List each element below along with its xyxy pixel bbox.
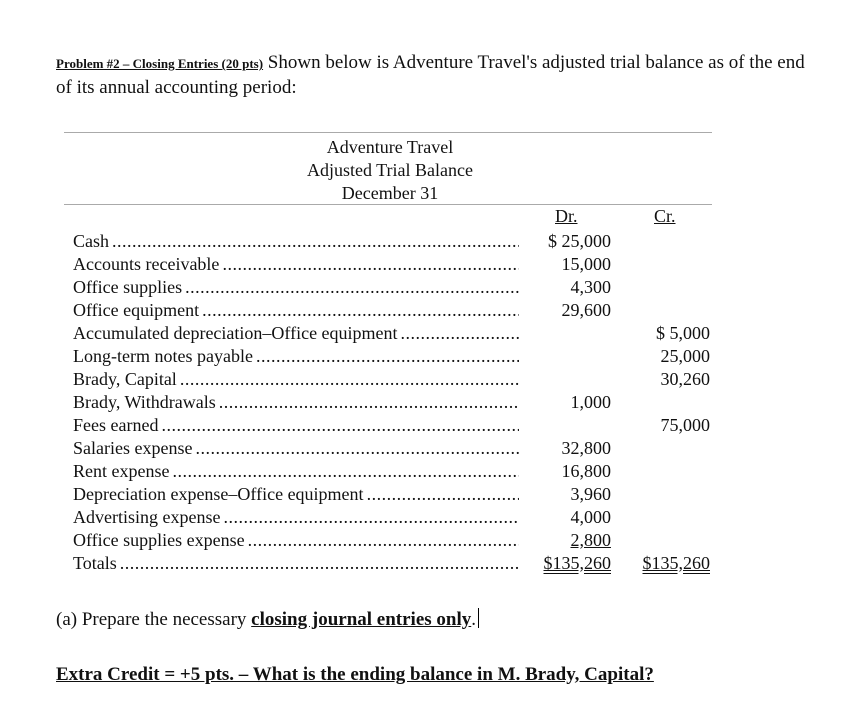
- table-row: [73, 368, 723, 391]
- problem-statement: [56, 51, 816, 100]
- company-name: Adventure Travel: [326, 137, 454, 157]
- table-row: [73, 322, 723, 345]
- trial-balance-table: [73, 230, 723, 575]
- header-rule: [64, 204, 712, 205]
- credit-amount: $ 5,000: [656, 323, 710, 343]
- account-name: Totals .....: [73, 552, 519, 575]
- table-row: [73, 552, 723, 575]
- debit-amount: $135,260: [543, 553, 611, 573]
- debit-amount: 2,800: [570, 530, 611, 550]
- account-name: Office supplies expense .....: [73, 529, 519, 552]
- account-name: Accounts receivable .....: [73, 253, 519, 276]
- account-name: Accumulated depreciation–Office equipment .....: [73, 322, 519, 345]
- problem-label: Problem #2 – Closing Entries (20 pts): [56, 56, 264, 71]
- table-row: [73, 460, 723, 483]
- account-name: Rent expense .....: [73, 460, 519, 483]
- table-row: [73, 230, 723, 253]
- account-name: Long-term notes payable .....: [73, 345, 519, 368]
- account-name: Fees earned .....: [73, 414, 519, 437]
- part-a-prefix: (a) Prepare the necessary: [56, 609, 252, 630]
- account-name: Salaries expense .....: [73, 437, 519, 460]
- account-name: Brady, Capital .....: [73, 368, 519, 391]
- top-rule: [64, 132, 712, 133]
- part-a-emphasis: closing journal entries only: [251, 609, 472, 630]
- account-name: Depreciation expense–Office equipment .....: [73, 483, 519, 506]
- table-row: [73, 253, 723, 276]
- account-name: Office supplies .....: [73, 276, 519, 299]
- table-row: [73, 391, 723, 414]
- debit-amount: 3,960: [570, 484, 611, 504]
- part-a-suffix: .: [471, 609, 477, 630]
- debit-amount: $ 25,000: [548, 231, 611, 251]
- table-row: [73, 437, 723, 460]
- table-row: [73, 529, 723, 552]
- debit-amount: 15,000: [561, 254, 611, 274]
- account-name: Brady, Withdrawals .....: [73, 391, 519, 414]
- statement-title: Adjusted Trial Balance: [307, 160, 473, 180]
- debit-column-header: Dr.: [555, 206, 578, 226]
- account-name: Advertising expense .....: [73, 506, 519, 529]
- problem-text: Shown below is Adventure Travel's adjusted trial balance as of the end of its annual accounting period:: [56, 52, 805, 98]
- part-a-instruction: [56, 608, 479, 632]
- table-row: [73, 414, 723, 437]
- credit-amount: $135,260: [642, 553, 710, 573]
- debit-amount: 4,000: [570, 507, 611, 527]
- statement-date: December 31: [341, 183, 439, 203]
- text-cursor: [478, 608, 479, 628]
- extra-credit-question: Extra Credit = +5 pts. – What is the ending balance in M. Brady, Capital?: [56, 664, 654, 685]
- table-row: [73, 506, 723, 529]
- table-row: [73, 276, 723, 299]
- debit-amount: 4,300: [570, 277, 611, 297]
- table-row: [73, 345, 723, 368]
- credit-amount: 30,260: [660, 369, 710, 389]
- credit-amount: 75,000: [660, 415, 710, 435]
- table-row: [73, 299, 723, 322]
- table-row: [73, 483, 723, 506]
- debit-amount: 16,800: [561, 461, 611, 481]
- credit-amount: 25,000: [660, 346, 710, 366]
- credit-column-header: Cr.: [654, 206, 676, 226]
- account-name: Office equipment .....: [73, 299, 519, 322]
- account-name: Cash .....: [73, 230, 519, 253]
- debit-amount: 29,600: [561, 300, 611, 320]
- statement-header: [240, 136, 540, 205]
- debit-amount: 1,000: [570, 392, 611, 412]
- debit-amount: 32,800: [561, 438, 611, 458]
